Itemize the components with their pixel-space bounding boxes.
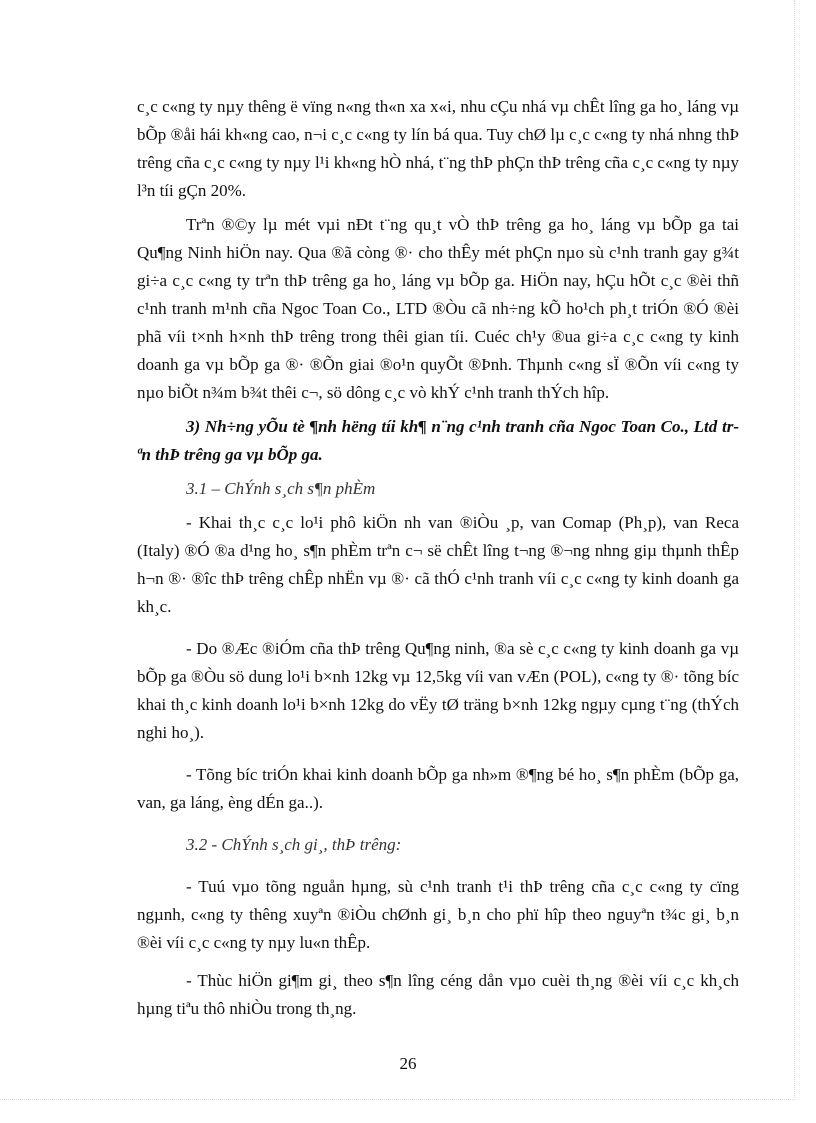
page-number: 26 [399,1054,417,1073]
paragraph-volume-discount: - Thùc hiÖn gi¶m gi¸ theo s¶n lîng céng dån vµo cuèi th¸ng ®èi víi c¸c kh¸ch hµng tiªu thô nhiÒu trong th¸ng. [137,971,739,1018]
paragraph-stove-business: - Tõng bíc triÓn khai kinh doanh bÕp ga nh»m ®¶ng bé ho¸ s¶n phÈm (bÕp ga, van, ga láng, èng dÉn ga..). [137,765,739,812]
paragraph-price-adjustment: - Tuú vµo tõng nguån hµng, sù c¹nh tranh t¹i thÞ trêng cña c¸c c«ng ty cïng ngµnh, c«ng ty thêng xuyªn ®iÒu chØnh gi¸ b¸n cho phï hîp theo nguyªn t¾c gi¸ b¸n ®èi víi c¸c c«ng ty nµy lu«n thÊp. [137,877,739,952]
page-content [137,93,739,1023]
section-heading-3: 3) Nh÷ng yÕu tè ¶nh hëng tíi kh¶ n¨ng c¹nh tranh cña Ngoc Toan Co., Ltd trªn thÞ trêng ga vµ bÕp ga. [137,417,739,464]
paragraph-continuation: c¸c c«ng ty nµy thêng ë vïng n«ng th«n xa x«i, nhu cÇu nhá vµ chÊt lîng ga ho¸ láng vµ bÕp ®åi hái kh«ng cao, n¬i c¸c c«ng ty lín bá qua. Tuy chØ lµ c¸c c«ng ty nhá nhng thÞ trêng cña c¸c c«ng ty nµy l¹i kh«ng hÒ nhá, t¨ng thÞ phÇn thÞ trêng cña c¸c c«ng ty nµy l³n tíi gÇn 20%. [137,97,739,200]
subsection-heading-3-1: 3.1 – ChÝnh s¸ch s¶n phÈm [186,479,376,498]
page-border-bottom [0,1099,795,1100]
paragraph-market-characteristics: - Do ®Æc ®iÓm cña thÞ trêng Qu¶ng ninh, ®a sè c¸c c«ng ty kinh doanh ga vµ bÕp ga ®Òu sö dung lo¹i b×nh 12kg vµ 12,5kg víi van vÆn (POL), c«ng ty ®· tõng bíc khai th¸c kinh doanh lo¹i b×nh 12kg do vËy tØ träng b×nh 12kg ngµy cµng t¨ng (thÝch nghi ho¸). [137,639,739,742]
paragraph-product-accessories: - Khai th¸c c¸c lo¹i phô kiÖn nh van ®iÒu ¸p, van Comap (Ph¸p), van Reca (Italy) ®Ó ®a d¹ng ho¸ s¶n phÈm trªn c¬ së chÊt lîng t¬ng ®¬ng nhng giµ thµnh thÊp h¬n ®· ®îc thÞ trêng chÊp nhËn vµ ®· cã thÓ c¹nh tranh víi c¸c c«ng ty kinh doanh ga kh¸c. [137,513,739,616]
page-border-right [794,0,795,1100]
subsection-heading-3-2: 3.2 - ChÝnh s¸ch gi¸, thÞ trêng: [186,835,402,854]
paragraph-market-overview: Trªn ®©y lµ mét vµi nÐt t¨ng qu¸t vÒ thÞ trêng ga ho¸ láng vµ bÕp ga tai Qu¶ng Ninh hiÖn nay. Qua ®ã còng ®· cho thÊy mét phÇn nµo sù c¹nh tranh gay g¾t gi÷a c¸c c«ng ty trªn thÞ trêng ga ho¸ láng vµ bÕp ga. HiÖn nay, hÇu hÕt c¸c ®èi thñ c¹nh tranh m¹nh cña Ngoc Toan Co., LTD ®Òu cã nh÷ng kÕ ho¹ch ph¸t triÓn ®Ó ®èi phã víi t×nh h×nh thÞ trêng trong thêi gian tíi. Cuéc ch¹y ®ua gi÷a c¸c c«ng ty kinh doanh ga vµ bÕp ga ®· ®Õn giai ®o¹n quyÕt ®Þnh. Thµnh c«ng sÏ ®Õn víi c«ng ty nµo biÕt n¾m b¾t thêi c¬, sö dông c¸c vò khÝ c¹nh tranh thÝch hîp. [137,215,739,402]
